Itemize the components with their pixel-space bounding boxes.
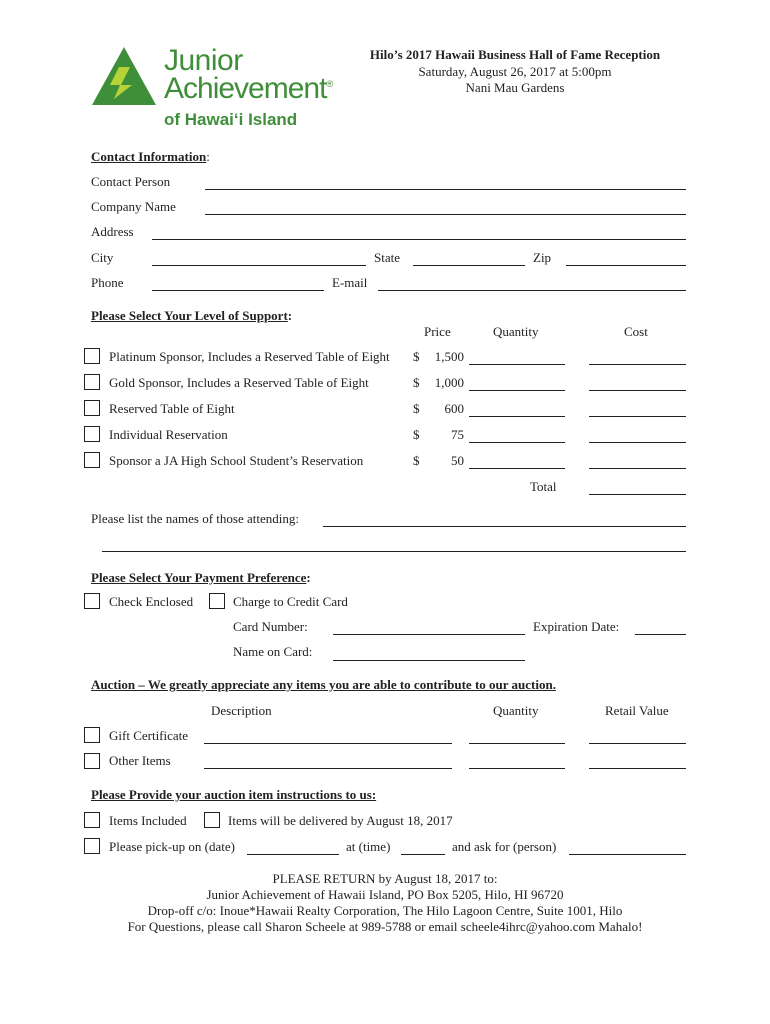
logo [92,44,337,132]
other-description-field[interactable] [204,768,452,769]
gold-price: 1,000 [434,375,464,390]
event-venue: Nani Mau Gardens [465,80,565,95]
gift-certificate-checkbox[interactable] [84,727,100,743]
mailing-address: Junior Achievement of Hawaii Island, PO Box 5205, Hilo, HI 96720 [206,887,564,902]
total-label: Total [530,479,557,494]
other-quantity-field[interactable] [469,768,565,769]
logo-achievement: Achievement® [164,72,333,105]
gold-label: Gold Sponsor, Includes a Reserved Table of Eight [109,375,369,390]
address-field[interactable] [152,239,686,240]
auction-heading: Auction – We greatly appreciate any items you are able to contribute to our auction. [91,677,556,692]
registered-mark: ® [326,79,333,89]
student-sponsor-checkbox[interactable] [84,452,100,468]
expiration-field[interactable] [635,634,686,635]
individual-label: Individual Reservation [109,427,228,442]
zip-field[interactable] [566,265,686,266]
pickup-person-field[interactable] [569,854,686,855]
name-on-card-field[interactable] [333,660,525,661]
return-instructions: PLEASE RETURN by August 18, 2017 to: [272,871,498,886]
student-sponsor-cost-field[interactable] [589,468,686,469]
gift-quantity-field[interactable] [469,743,565,744]
platinum-label: Platinum Sponsor, Includes a Reserved Table of Eight [109,349,390,364]
items-delivered-label: Items will be delivered by August 18, 2017 [228,813,453,828]
support-heading: Please Select Your Level of Support: [91,308,293,323]
attending-field-1[interactable] [323,526,686,527]
company-name-field[interactable] [205,214,686,215]
currency-symbol: $ [413,453,420,468]
gift-retail-field[interactable] [589,743,686,744]
student-sponsor-label: Sponsor a JA High School Student’s Reservation [109,453,364,468]
city-field[interactable] [152,265,366,266]
contact-heading: Contact Information: [91,149,210,164]
platinum-cost-field[interactable] [589,364,686,365]
contact-person-label: Contact Person [91,174,171,189]
attending-label: Please list the names of those attending: [91,511,299,526]
gift-description-field[interactable] [204,743,452,744]
ja-logo-mark-icon [92,47,156,109]
expiration-label: Expiration Date: [533,619,620,634]
pickup-person-label: and ask for (person) [452,839,557,854]
contact-person-field[interactable] [205,189,686,190]
price-column-header: Price [424,324,451,339]
logo-hawaii-island: of Hawai‘i Island [164,110,298,129]
currency-symbol: $ [413,401,420,416]
student-sponsor-price: 50 [451,453,464,468]
gift-certificate-label: Gift Certificate [109,728,189,743]
description-column-header: Description [211,703,272,718]
platinum-price: 1,500 [434,349,464,364]
retail-value-column-header: Retail Value [605,703,669,718]
pickup-date-field[interactable] [247,854,339,855]
gold-cost-field[interactable] [589,390,686,391]
state-field[interactable] [413,265,525,266]
gold-checkbox[interactable] [84,374,100,390]
logo-junior: Junior [164,44,243,77]
items-delivered-checkbox[interactable] [204,812,220,828]
individual-quantity-field[interactable] [469,442,565,443]
name-on-card-label: Name on Card: [233,644,313,659]
platinum-checkbox[interactable] [84,348,100,364]
address-label: Address [91,224,134,239]
phone-field[interactable] [152,290,324,291]
state-label: State [374,250,400,265]
card-number-field[interactable] [333,634,525,635]
zip-label: Zip [533,250,552,265]
individual-cost-field[interactable] [589,442,686,443]
email-label: E-mail [332,275,368,290]
pickup-time-field[interactable] [401,854,445,855]
pickup-label: Please pick-up on (date) [109,839,235,854]
pickup-time-label: at (time) [346,839,391,854]
student-sponsor-quantity-field[interactable] [469,468,565,469]
email-field[interactable] [378,290,686,291]
drop-off-address: Drop-off c/o: Inoue*Hawaii Realty Corporation, The Hilo Lagoon Centre, Suite 1001, Hilo [147,903,623,918]
company-name-label: Company Name [91,199,176,214]
credit-card-label: Charge to Credit Card [233,594,348,609]
payment-heading: Please Select Your Payment Preference: [91,570,311,585]
individual-price: 75 [451,427,464,442]
other-items-checkbox[interactable] [84,753,100,769]
card-number-label: Card Number: [233,619,308,634]
cost-column-header: Cost [624,324,648,339]
credit-card-checkbox[interactable] [209,593,225,609]
total-field[interactable] [589,494,686,495]
reserved-table-cost-field[interactable] [589,416,686,417]
reserved-table-quantity-field[interactable] [469,416,565,417]
attending-field-2[interactable] [102,551,686,552]
items-included-checkbox[interactable] [84,812,100,828]
auction-quantity-column-header: Quantity [493,703,539,718]
platinum-quantity-field[interactable] [469,364,565,365]
currency-symbol: $ [413,375,420,390]
contact-info: For Questions, please call Sharon Scheele at 989-5788 or email scheele4ihrc@yahoo.com Mahalo! [127,919,643,934]
event-date: Saturday, August 26, 2017 at 5:00pm [418,64,612,79]
phone-label: Phone [91,275,124,290]
check-enclosed-label: Check Enclosed [109,594,194,609]
other-retail-field[interactable] [589,768,686,769]
quantity-column-header: Quantity [493,324,539,339]
city-label: City [91,250,114,265]
pickup-checkbox[interactable] [84,838,100,854]
currency-symbol: $ [413,349,420,364]
currency-symbol: $ [413,427,420,442]
items-included-label: Items Included [109,813,187,828]
reserved-table-checkbox[interactable] [84,400,100,416]
gold-quantity-field[interactable] [469,390,565,391]
reserved-table-price: 600 [444,401,464,416]
other-items-label: Other Items [109,753,171,768]
individual-checkbox[interactable] [84,426,100,442]
event-title: Hilo’s 2017 Hawaii Business Hall of Fame Reception [369,47,661,62]
reserved-table-label: Reserved Table of Eight [109,401,235,416]
check-enclosed-checkbox[interactable] [84,593,100,609]
instructions-heading: Please Provide your auction item instructions to us: [91,787,377,802]
